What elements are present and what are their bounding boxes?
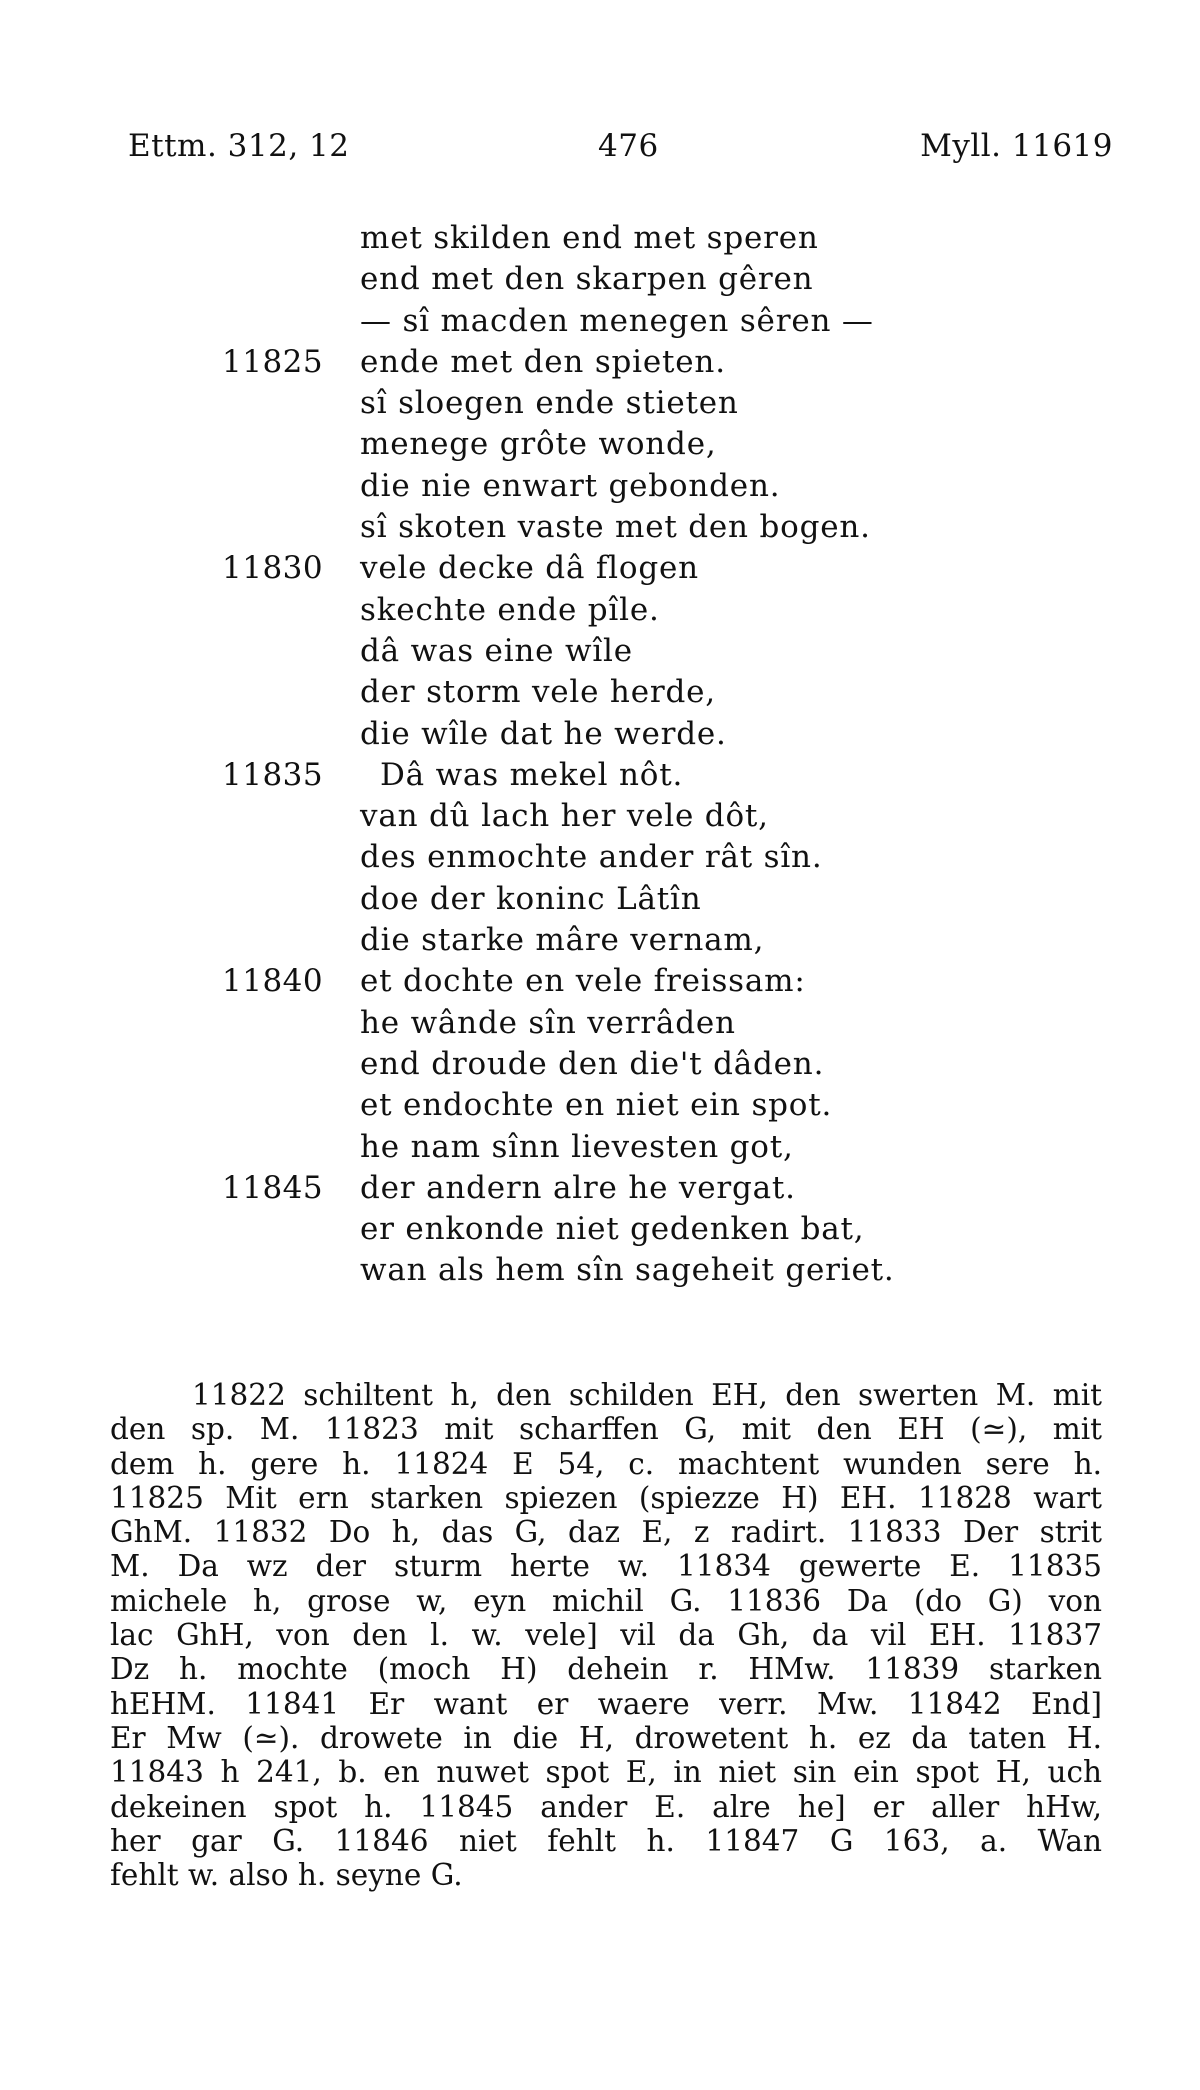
verse-line [0,1127,1200,1168]
verse-line [0,1250,1200,1291]
verse-text-line: end met den skarpen gêren [360,261,814,298]
verse-line [0,507,1200,548]
verse-text-line: van dû lach her vele dôt, [360,798,769,835]
verse-text-line: die nie enwart gebonden. [360,467,781,504]
apparatus-line: her gar G. 11846 niet fehlt h. 11847 G 163, a. Wan [110,1823,1102,1858]
apparatus-line: 11822 schiltent h, den schilden EH, den swerten M. mit [192,1378,1102,1412]
verse-text-line: der andern alre he vergat. [360,1169,796,1206]
verse-line [0,590,1200,631]
apparatus-line: fehlt w. also h. seyne G. [110,1858,463,1893]
verse-line [0,1003,1200,1044]
line-number: 11840 [222,963,324,1000]
verse-text-line: ende met den spieten. [360,343,726,380]
apparatus-line: Er Mw (≃). drowete in die H, drowetent h. ez da taten H. [110,1720,1102,1755]
line-number: 11845 [222,1169,324,1206]
verse-text-line: et dochte en vele freissam: [360,963,806,1000]
verse-text-line: Dâ was mekel nôt. [380,756,684,793]
apparatus-line: 11843 h 241, b. en nuwet spot E, in niet sin ein spot H, uch [110,1755,1102,1790]
verse-text-line: end droude den die't dâden. [360,1045,825,1082]
verse-line [0,424,1200,465]
apparatus-line: lac GhH, von den l. w. vele] vil da Gh, da vil EH. 11837 [110,1618,1102,1653]
verse-text-line: — sî macden menegen sêren — [360,302,874,339]
verse-line [0,218,1200,259]
apparatus-line: hEHM. 11841 Er want er waere verr. Mw. 11842 End] [110,1686,1102,1721]
verse-line [0,961,1200,1002]
verse-line [0,383,1200,424]
header-left-reference: Ettm. 312, 12 [128,128,350,164]
verse-line [0,755,1200,796]
line-number: 11835 [222,756,324,793]
verse-text-line: skechte ende pîle. [360,591,660,628]
line-number: 11825 [222,343,324,380]
apparatus-line: M. Da wz der sturm herte w. 11834 gewerte E. 11835 [110,1549,1102,1584]
verse-line [0,796,1200,837]
verse-line [0,1085,1200,1126]
verse-text-line: he wânde sîn verrâden [360,1004,736,1041]
apparatus-line: den sp. M. 11823 mit scharffen G, mit den EH (≃), mit [110,1412,1102,1447]
running-head [128,128,1113,168]
apparatus-line: dekeinen spot h. 11845 ander E. alre he] er aller hHw, [110,1789,1102,1824]
apparatus-line: dem h. gere h. 11824 E 54, c. machtent wunden sere h. [110,1446,1102,1481]
verse-line [0,672,1200,713]
verse-text-line: dâ was eine wîle [360,632,633,669]
verse-line [0,631,1200,672]
apparatus-line: Dz h. mochte (moch H) dehein r. HMw. 11839 starken [110,1652,1102,1687]
verse-line [0,301,1200,342]
verse-line [0,1209,1200,1250]
verse-text-line: sî sloegen ende stieten [360,385,739,422]
apparatus-line: michele h, grose w, eyn michil G. 11836 Da (do G) von [110,1583,1102,1618]
verse-text-line: doe der koninc Lâtîn [360,880,702,917]
verse-text-line: menege grôte wonde, [360,426,717,463]
verse-line [0,837,1200,878]
apparatus-line: 11825 Mit ern starken spiezen (spiezze H) EH. 11828 wart [110,1480,1102,1515]
verse-text-line: he nam sînn lievesten got, [360,1128,794,1165]
verse-text-line: et endochte en niet ein spot. [360,1087,833,1124]
apparatus-line: GhM. 11832 Do h, das G, daz E, z radirt. 11833 Der strit [110,1515,1102,1550]
verse-text-line: met skilden end met speren [360,220,819,256]
verse-line [0,714,1200,755]
verse-text-line: sî skoten vaste met den bogen. [360,509,871,546]
verse-text-line: vele decke dâ flogen [360,550,699,587]
verse-line [0,1168,1200,1209]
verse-text-line: die wîle dat he werde. [360,715,727,752]
verse-line [0,466,1200,507]
verse-text [0,218,1200,1292]
verse-line [0,548,1200,589]
verse-line [0,342,1200,383]
line-number: 11830 [222,550,324,587]
verse-line [0,1044,1200,1085]
verse-line [0,879,1200,920]
verse-text-line: er enkonde niet gedenken bat, [360,1211,865,1248]
page-number: 476 [598,128,659,164]
critical-apparatus [110,1378,1102,1892]
verse-text-line: die starke mâre vernam, [360,922,765,959]
verse-line [0,920,1200,961]
header-right-reference: Myll. 11619 [920,128,1113,164]
verse-text-line: wan als hem sîn sageheit geriet. [360,1252,895,1289]
verse-line [0,259,1200,300]
verse-text-line: der storm vele herde, [360,674,716,711]
verse-text-line: des enmochte ander rât sîn. [360,839,823,876]
